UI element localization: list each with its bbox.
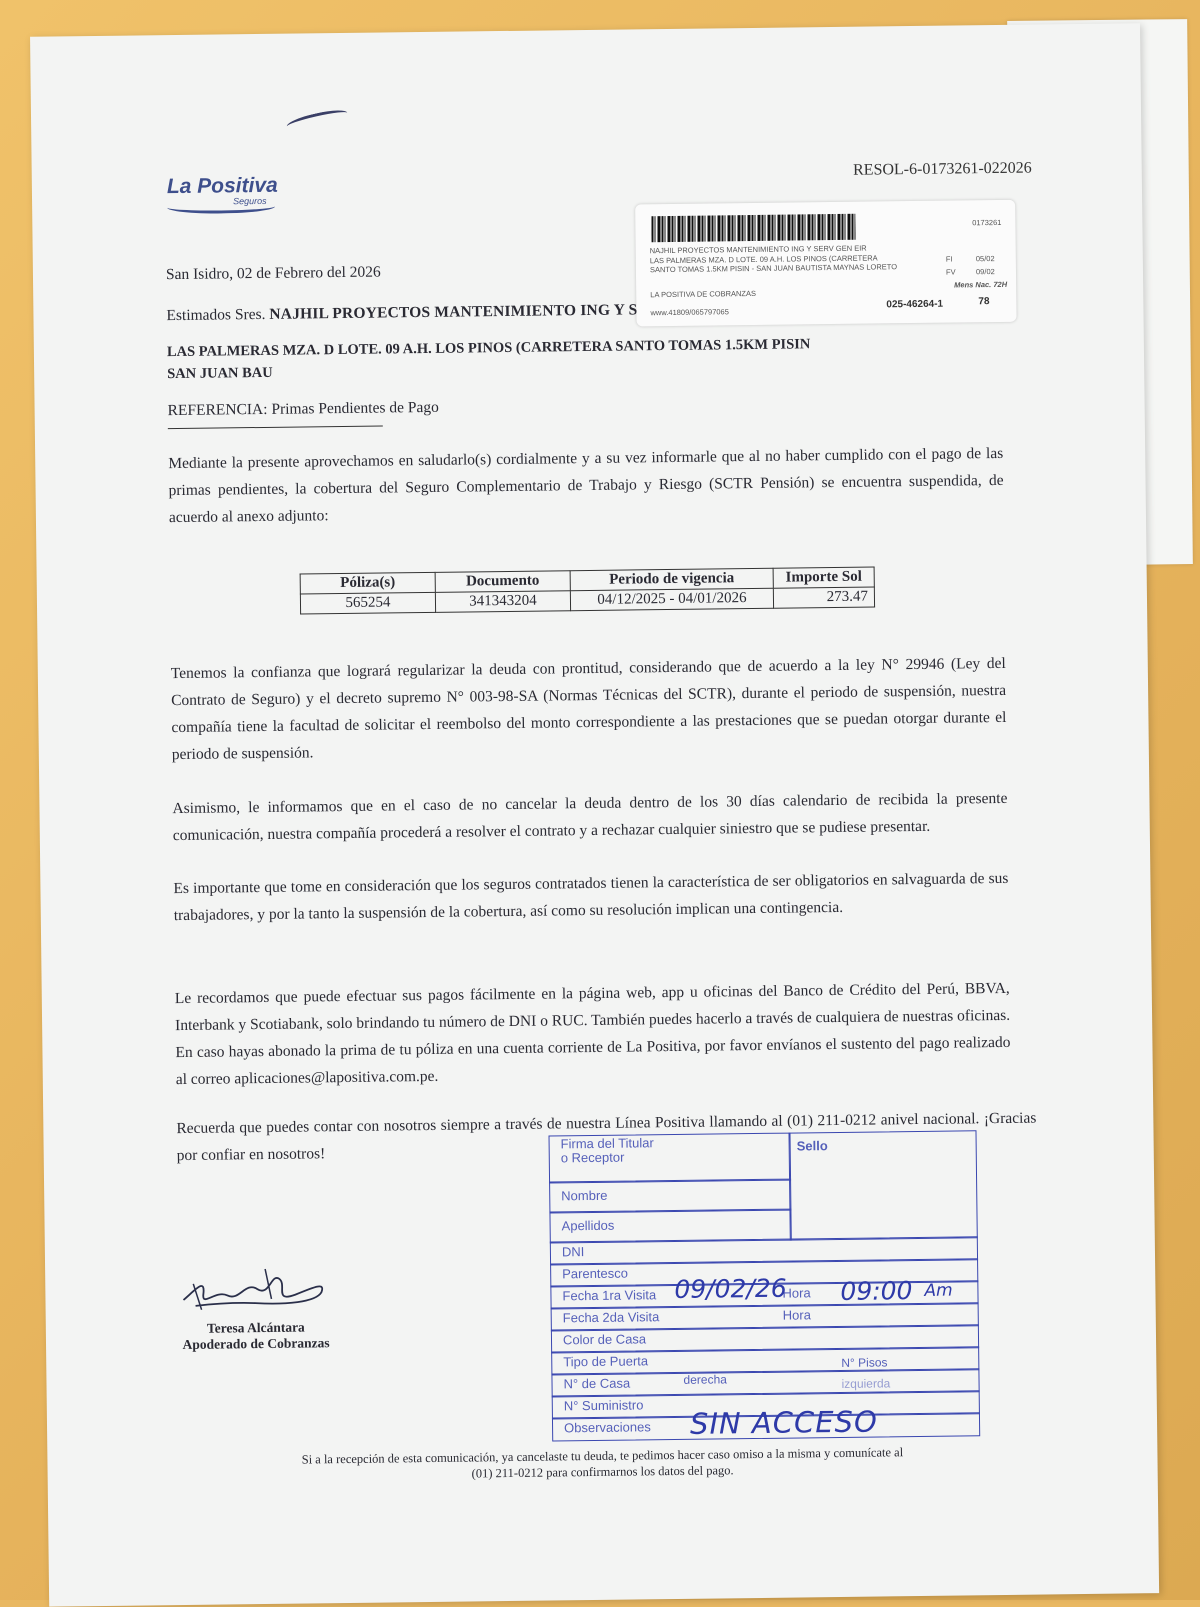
label-fi-value: 05/02 xyxy=(975,254,995,264)
handwritten-ampm: Am xyxy=(924,1280,953,1301)
stamp-sello-label: Sello xyxy=(796,1138,828,1154)
cell-poliza: 565254 xyxy=(300,592,435,614)
label-line4: LA POSITIVA DE COBRANZAS xyxy=(650,288,757,300)
header-importe: Importe Sol xyxy=(773,567,874,588)
resolution-number: RESOL-6-0173261-022026 xyxy=(852,159,1032,179)
paragraph-2: Tenemos la confianza que logrará regularizar la deuda con prontitud, considerando que de acuerdo a la ley N° 29946 (Ley del Contrato de Seguro) y el decreto supremo N° 003-98-SA (Normas Técnicas del SCTR), durante el periodo de suspensión, nuestra compañía tiene la facultad de solicitar el reembolso del monto correspondiente a las prestaciones que se puedan otorgar durante el periodo de suspensión. xyxy=(170,654,1007,764)
signature-block xyxy=(165,1258,346,1353)
paragraph-1: Mediante la presente aprovechamos en saludarlo(s) cordialmente y a su vez informarle que al no haber cumplido con el pago de las primas pendientes, la cobertura del Seguro Complementario de Trabajo y Riesgo (SCTR Pensión) se encuentra suspendida, de acuerdo al anexo adjunto: xyxy=(168,444,1004,527)
label-count: 78 xyxy=(978,296,990,308)
stamp-suministro: N° Suministro xyxy=(563,1397,644,1414)
reference-text: Primas Pendientes de Pago xyxy=(271,398,439,418)
address-line1: LAS PALMERAS MZA. D LOTE. 09 A.H. LOS PINOS (CARRETERA SANTO TOMAS 1.5KM PISIN xyxy=(166,336,811,361)
stamp-fecha2: Fecha 2da Visita xyxy=(562,1309,660,1326)
shipping-label xyxy=(635,200,1016,327)
paragraph-3: Asimismo, le informamos que en el caso de no cancelar la deuda dentro de los 30 días calendario de recibida la presente comunicación, nuestra compañía procederá a resolver el contrato y a rechazar cualquier siniestro que se pudiese presentar. xyxy=(172,789,1008,845)
label-fv-value: 09/02 xyxy=(975,267,995,277)
stamp-izquierda: izquierda xyxy=(841,1376,891,1391)
cell-periodo: 04/12/2025 - 04/01/2026 xyxy=(570,588,773,610)
label-line3: SANTO TOMAS 1.5KM PISIN - SAN JUAN BAUTISTA MAYNAS LORETO xyxy=(649,262,898,275)
handwritten-hora1: 09:00 xyxy=(840,1276,913,1306)
label-code: 0173261 xyxy=(972,217,1002,228)
header-periodo: Periodo de vigencia xyxy=(570,568,773,590)
label-service: Mens Nac. 72H xyxy=(954,279,1008,290)
stamp-fecha1: Fecha 1ra Visita xyxy=(562,1287,657,1304)
greeting-line xyxy=(166,301,637,325)
stamp-apellidos: Apellidos xyxy=(561,1217,615,1234)
cell-documento: 341343204 xyxy=(435,591,570,613)
stamp-firma-label xyxy=(561,1136,655,1165)
label-line1: NAJHIL PROYECTOS MANTENIMIENTO ING Y SERV GEN EIR xyxy=(649,243,867,256)
greeting: Estimados Sres. xyxy=(166,305,266,325)
header-documento: Documento xyxy=(435,571,570,593)
letter-page xyxy=(30,23,1159,1606)
stamp-color-casa: Color de Casa xyxy=(562,1331,647,1348)
stamp-hora2: Hora xyxy=(782,1307,811,1323)
paragraph-4: Es importante que tome en consideración que los seguros contratados tienen la característica de ser obligatorios en salvaguarda de sus trabajadores, y por la tanto la suspensión de la cobertura, así como su resolución implican una contingencia. xyxy=(173,869,1009,925)
recipient-address xyxy=(167,333,811,385)
stamp-num-casa: N° de Casa xyxy=(563,1375,631,1392)
label-fi: FI xyxy=(945,254,953,264)
recipient-name: NAJHIL PROYECTOS MANTENIMIENTO ING Y S xyxy=(269,301,638,323)
reference-label: REFERENCIA: xyxy=(167,400,268,420)
stamp-firma-line2: o Receptor xyxy=(560,1149,625,1166)
paragraph-5: Le recordamos que puede efectuar sus pagos fácilmente en la página web, app u oficinas del Banco de Crédito del Perú, BBVA, Interbank y Scotiabank, solo brindando tu número de DNI o RUC. También puedes hacerlo a través de cualquiera de nuestras oficinas. En caso hayas abonado la prima de tu póliza en una cuenta corriente de La Positiva, por favor envíanos el sustento del pago realizado al correo aplicaciones@lapositiva.com.pe. xyxy=(174,979,1011,1089)
date-line: San Isidro, 02 de Febrero del 2026 xyxy=(165,263,381,284)
paragraph-6: Recuerda que puedes contar con nosotros siempre a través de nuestra Línea Positiva llamando al (01) 211-0212 anivel nacional. ¡Gracias por confiar en nosotros! xyxy=(176,1109,1037,1165)
pen-mark xyxy=(285,107,348,133)
label-fv: FV xyxy=(945,267,956,277)
delivery-stamp xyxy=(549,1130,983,1443)
stamp-observaciones: Observaciones xyxy=(563,1419,651,1436)
signatory-title: Apoderado de Cobranzas xyxy=(182,1335,330,1353)
stamp-dni: DNI xyxy=(561,1244,585,1260)
footer-line1: Si a la recepción de esta comunicación, ya cancelaste tu deuda, te pedimos hacer caso omiso a la misma y comunícate al xyxy=(301,1445,904,1467)
reference xyxy=(168,399,439,420)
logo-name: La Positiva xyxy=(166,173,278,199)
label-line5: www.41809/065797065 xyxy=(650,307,729,318)
signatory-name: Teresa Alcántara xyxy=(206,1319,305,1336)
policy-table xyxy=(300,567,875,615)
stamp-firma-line1: Firma del Titular xyxy=(560,1135,654,1152)
logo-tagline: Seguros xyxy=(233,195,267,207)
header-poliza: Póliza(s) xyxy=(300,572,435,594)
handwritten-signature xyxy=(175,1258,336,1316)
stamp-tipo-puerta: Tipo de Puerta xyxy=(563,1353,649,1370)
handwritten-fecha1: 09/02/26 xyxy=(674,1273,787,1305)
stamp-parentesco: Parentesco xyxy=(562,1265,629,1282)
reference-underline xyxy=(168,425,383,429)
cell-importe: 273.47 xyxy=(773,587,874,608)
stamp-derecha: derecha xyxy=(683,1372,727,1387)
footer-note xyxy=(257,1444,947,1484)
footer-line2: (01) 211-0212 para confirmarnos los datos del pago. xyxy=(471,1463,734,1481)
stamp-pisos: N° Pisos xyxy=(841,1355,888,1370)
barcode xyxy=(651,214,855,242)
address-line2: SAN JUAN BAU xyxy=(167,364,273,383)
company-logo xyxy=(167,174,278,214)
stamp-nombre: Nombre xyxy=(561,1187,608,1204)
handwritten-observacion: SIN ACCESO xyxy=(689,1404,879,1441)
label-line2: LAS PALMERAS MZA. D LOTE. 09 A.H. LOS PINOS (CARRETERA xyxy=(649,253,878,266)
stamp-hora1: Hora xyxy=(782,1285,811,1301)
label-tracking: 025-46264-1 xyxy=(886,298,944,311)
